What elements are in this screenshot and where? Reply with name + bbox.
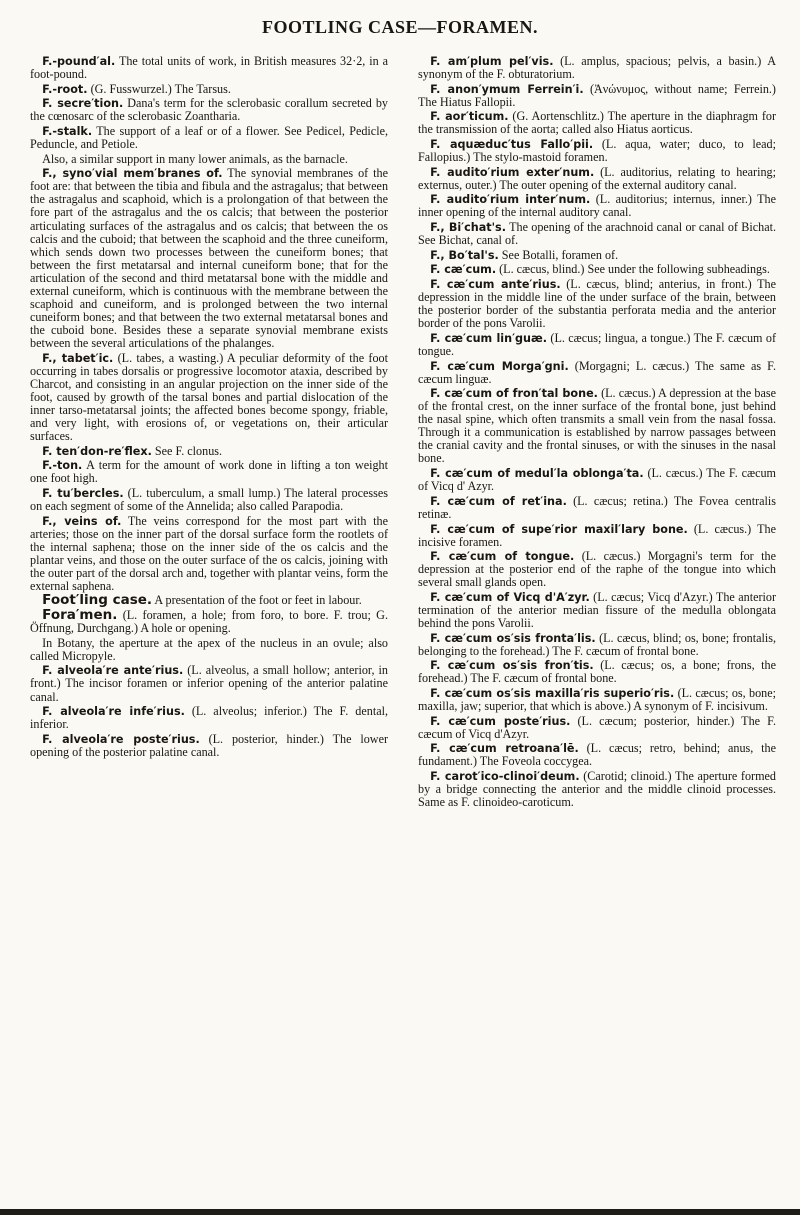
entry-headword: F. cæ′cum of medul′la oblonga′ta.	[430, 467, 644, 481]
entry-definition: (L. auditorius, relating to hearing; externus, outer.) The outer opening of the external auditory canal.	[418, 164, 776, 192]
entry-definition: The synovial membranes of the foot are: that between the tibia and fibula and the astragalus; that between the astragalus and scaphoid, which is a prolongation of that between the fore part of the astragalus and the os calcis; that between the posterior articulating surfaces of the astragalus and os calcis; that between the os calcis and the cuboid; that between the scaphoid and the three cuneiform, which sends down two processes between the cuneiform bones; that between the first metatarsal and internal cuneiform bone; that for the articulation of the second and third metatarsal bone with the middle and external cuneiform, which is continuous with the membrane between the scaphoid and cuneiform, and is prolonged between the two internal cuneiform bones; and that between the two external metatarsal bones and the cuboid bone. Besides these a separate synovial membrane exists between the several articulations of the phalanges.	[30, 166, 389, 350]
dictionary-entry	[418, 659, 776, 685]
entry-headword: F. aor′ticum.	[430, 110, 509, 124]
dictionary-entry	[30, 445, 388, 458]
entry-definition: The support of a leaf or of a flower. See Pedicel, Pedicle, Peduncle, and Petiole.	[30, 124, 388, 152]
entry-definition: (L. cæcus.) The F. cæcum of Vicq d' Azyr.	[418, 466, 776, 494]
entry-definition: (L. auditorius; internus, inner.) The inner opening of the internal auditory canal.	[418, 192, 776, 220]
entry-definition: (L. foramen, a hole; from foro, to bore. F. trou; G. Öffnung, Durchgang.) A hole or opening.	[30, 608, 388, 636]
dictionary-entry	[30, 55, 388, 81]
entry-definition: (L. cæcus, blind.) See under the following subheadings.	[496, 262, 770, 277]
dictionary-entry	[418, 360, 776, 386]
dictionary-entry	[418, 332, 776, 358]
dictionary-entry	[30, 733, 388, 759]
dictionary-entry	[418, 591, 776, 630]
entry-definition: (Morgagni; L. cæcus.) The same as F. cæcum linguæ.	[418, 358, 776, 386]
entry-headword: F., Bi′chat's.	[430, 221, 506, 235]
entry-definition: (Ἀνώνυμος, without name; Ferrein.) The Hiatus Fallopii.	[418, 81, 776, 109]
entry-headword: F. secre′tion.	[42, 97, 124, 111]
dictionary-entry	[30, 705, 388, 731]
dictionary-entry	[418, 770, 776, 809]
entry-definition: (L. cæcus.) Morgagni's term for the depression at the posterior end of the raphe of the tongue into which several small glands open.	[418, 549, 777, 590]
dictionary-entry	[418, 263, 776, 276]
dictionary-entry	[30, 664, 388, 703]
entry-definition: (L. cæcus; lingua, a tongue.) The F. cæcum of tongue.	[418, 330, 777, 358]
entry-headword: F. ten′don-re′flex.	[42, 444, 152, 458]
entry-definition: (L. cæcum; posterior, hinder.) The F. cæcum of Vicq d'Azyr.	[418, 713, 776, 741]
dictionary-entry	[30, 97, 388, 123]
entry-definition: (L. cæcus, blind; os, bone; frontalis, belonging to the forehead.) The F. cæcum of frontal bone.	[418, 630, 776, 658]
dictionary-entry	[30, 487, 388, 513]
dictionary-entry	[30, 459, 388, 485]
entry-headword: F., Bo′tal's.	[430, 248, 499, 262]
entry-headword: F. cæ′cum poste′rius.	[430, 714, 571, 728]
entry-headword: F. am′plum pel′vis.	[430, 55, 554, 68]
entry-headword: F. cæ′cum Morga′gni.	[430, 359, 569, 373]
entry-definition: (L. tabes, a wasting.) A peculiar deformity of the foot occurring in tabes dorsalis or progressive locomotor ataxia, described by Charcot, and consisting in an angular projection on the inner side of the foot, caused by growth of the tarsal bones and partial dislocation of the inner tarso-metatarsal joints; the affected bones become spongy, friable, and very light, with erosions of, or vegetations on, their articular surfaces.	[30, 350, 388, 443]
entry-headword: F. alveola′re infe′rius.	[42, 705, 185, 719]
left-column	[30, 55, 388, 761]
dictionary-entry	[30, 352, 388, 443]
dictionary-entry	[418, 387, 776, 465]
entry-headword: F., veins of.	[42, 514, 122, 528]
dictionary-entry	[30, 153, 388, 166]
entry-headword: F.-ton.	[42, 459, 83, 473]
dictionary-entry	[30, 167, 388, 350]
entry-headword: F. cæ′cum retroana′lē.	[430, 742, 579, 756]
entry-definition: (L. cæcus; retina.) The Fovea centralis retinæ.	[418, 493, 776, 521]
entry-headword: F. cæ′cum os′sis fronta′lis.	[430, 631, 596, 645]
entry-definition: (L. cæcus, blind; anterius, in front.) The depression in the middle line of the under surface of the brain, between the posterior border of the substantia perforata media and the anterior border of the pons Varolii.	[418, 277, 776, 331]
entry-definition: (L. cæcus; os, a bone; frons, the forehead.) The F. cæcum of frontal bone.	[418, 658, 776, 686]
entry-definition: Dana's term for the sclerobasic corallum secreted by the cœnosarc of the sclerobasic Zoantharia.	[30, 96, 388, 124]
entry-definition: (G. Aortenschlitz.) The aperture in the diaphragm for the transmission of the aorta; called also Hiatus aorticus.	[418, 109, 776, 137]
dictionary-entry	[418, 249, 776, 262]
entry-definition: (L. tuberculum, a small lump.) The lateral processes on each segment of some of the Annelida; also called Parapodia.	[30, 485, 388, 513]
dictionary-entry	[418, 278, 776, 330]
page-header: FOOTLING CASE—FORAMEN.	[261, 17, 539, 37]
entry-headword: F. alveola′re poste′rius.	[42, 732, 200, 746]
bottom-rule	[0, 1209, 800, 1215]
entry-definition: See Botalli, foramen of.	[498, 247, 619, 262]
entry-definition: (L. cæcus; retro, behind; anus, the fundament.) The Foveola coccygea.	[418, 741, 776, 769]
entry-headword: F. audito′rium inter′num.	[430, 193, 591, 207]
dictionary-entry	[418, 715, 776, 741]
entry-definition: Also, a similar support in many lower animals, as the barnacle.	[42, 151, 348, 166]
dictionary-entry	[418, 495, 776, 521]
entry-definition: (L. cæcus; Vicq d'Azyr.) The anterior termination of the anterior median fissure of the medulla oblongata behind the pons Varolii.	[418, 589, 776, 631]
entry-definition: The veins correspond for the most part with the arteries; those on the inner part of the dorsal surface form the rootlets of the internal saphena; those on the inner side of the os calcis and the plantar veins, and those on the outer surface of the os calcis, joining with the outer part of the dorsal arch and, together with plantar veins, form the external saphena.	[30, 513, 388, 593]
entry-headword: F. anon′ymum Ferrein′i.	[430, 82, 584, 96]
entry-definition: A presentation of the foot or feet in labour.	[152, 593, 362, 608]
dictionary-entry	[418, 221, 776, 247]
entry-headword: F. cæ′cum of supe′rior maxil′lary bone.	[430, 522, 688, 536]
entry-definition: (L. alveolus; inferior.) The F. dental, inferior.	[30, 704, 388, 732]
entry-definition: See F. clonus.	[151, 443, 223, 458]
entry-definition: (L. aqua, water; duco, to lead; Fallopius.) The stylo-mastoid foramen.	[418, 137, 776, 165]
dictionary-entry	[418, 742, 776, 768]
entry-headword: F. cæ′cum os′sis fron′tis.	[430, 659, 594, 673]
dictionary-entry	[30, 515, 388, 593]
entry-headword: Fora′men.	[42, 607, 118, 624]
entry-headword: F. carot′ico-clinoi′deum.	[430, 770, 580, 784]
dictionary-entry	[418, 632, 776, 658]
entry-headword: F., syno′vial mem′branes of.	[42, 167, 223, 181]
dictionary-entry	[418, 138, 776, 164]
dictionary-entry	[30, 609, 388, 635]
entry-headword: F. audito′rium exter′num.	[430, 165, 595, 179]
entry-headword: F. cæ′cum of ret′ina.	[430, 494, 567, 508]
entry-headword: F. cæ′cum of Vicq d'A′zyr.	[430, 590, 590, 604]
entry-definition: A term for the amount of work done in lifting a ton weight one foot high.	[30, 458, 388, 486]
entry-headword: F., tabet′ic.	[42, 351, 114, 365]
entry-definition: (L. cæcus; os, bone; maxilla, jaw; superior, that which is above.) A synonym of F. incisivum.	[418, 686, 776, 714]
entry-definition: (Carotid; clinoid.) The aperture formed by a bridge connecting the anterior and the middle clinoid processes. Same as F. clinoideo-caroticum.	[418, 769, 776, 810]
entry-definition: (L. amplus, spacious; pelvis, a basin.) A synonym of the F. obturatorium.	[418, 54, 776, 82]
entry-definition: (L. cæcus.) A depression at the base of the frontal crest, on the inner surface of the frontal bone, just behind the nasal spine, which often transmits a small vein from the nasal fossa. Through it a communication is established by narrow passages between the cranial cavity and the frontal sinuses, or with the sinuses in the nasal bone.	[418, 386, 776, 466]
entry-headword: Foot′ling case.	[42, 592, 153, 609]
dictionary-entry	[418, 55, 776, 81]
dictionary-entry	[418, 166, 776, 192]
dictionary-entry	[30, 83, 388, 96]
entry-definition: (L. alveolus, a small hollow; anterior, in front.) The incisor foramen or inferior opening of the anterior palatine canal.	[30, 663, 388, 704]
entry-headword: F. aquæduc′tus Fallo′pii.	[430, 138, 594, 152]
entry-headword: F.-root.	[42, 82, 88, 96]
dictionary-entry	[30, 637, 388, 663]
dictionary-entry	[418, 193, 776, 219]
entry-headword: F. cæ′cum lin′guæ.	[430, 331, 547, 345]
entry-definition: (L. posterior, hinder.) The lower opening of the posterior palatine canal.	[30, 731, 388, 759]
entry-headword: F. cæ′cum os′sis maxilla′ris superio′ris.	[430, 687, 675, 701]
dictionary-entry	[418, 110, 776, 136]
entry-headword: F.-pound′al.	[42, 55, 116, 68]
entry-headword: F. alveola′re ante′rius.	[42, 664, 184, 678]
entry-definition: (L. cæcus.) The incisive foramen.	[418, 521, 776, 549]
right-column	[418, 55, 776, 811]
entry-definition: The total units of work, in British measures 32·2, in a foot-pound.	[30, 54, 388, 82]
dictionary-entry	[418, 550, 776, 589]
entry-headword: F. cæ′cum.	[430, 263, 497, 277]
entry-headword: F. cæ′cum of tongue.	[430, 550, 575, 564]
entry-headword: F. cæ′cum of fron′tal bone.	[430, 387, 598, 401]
entry-headword: F.-stalk.	[42, 125, 93, 139]
dictionary-entry	[418, 523, 776, 549]
dictionary-entry	[30, 594, 388, 607]
entry-definition: (G. Fusswurzel.) The Tarsus.	[87, 81, 231, 96]
dictionary-entry	[418, 687, 776, 713]
entry-headword: F. cæ′cum ante′rius.	[430, 278, 561, 292]
entry-definition: In Botany, the aperture at the apex of the nucleus in an ovule; also called Micropyle.	[30, 635, 388, 663]
dictionary-entry	[418, 467, 776, 493]
dictionary-entry	[30, 125, 388, 151]
entry-headword: F. tu′bercles.	[42, 486, 124, 500]
dictionary-entry	[418, 83, 776, 109]
entry-definition: The opening of the arachnoid canal or canal of Bichat. See Bichat, canal of.	[418, 220, 776, 248]
